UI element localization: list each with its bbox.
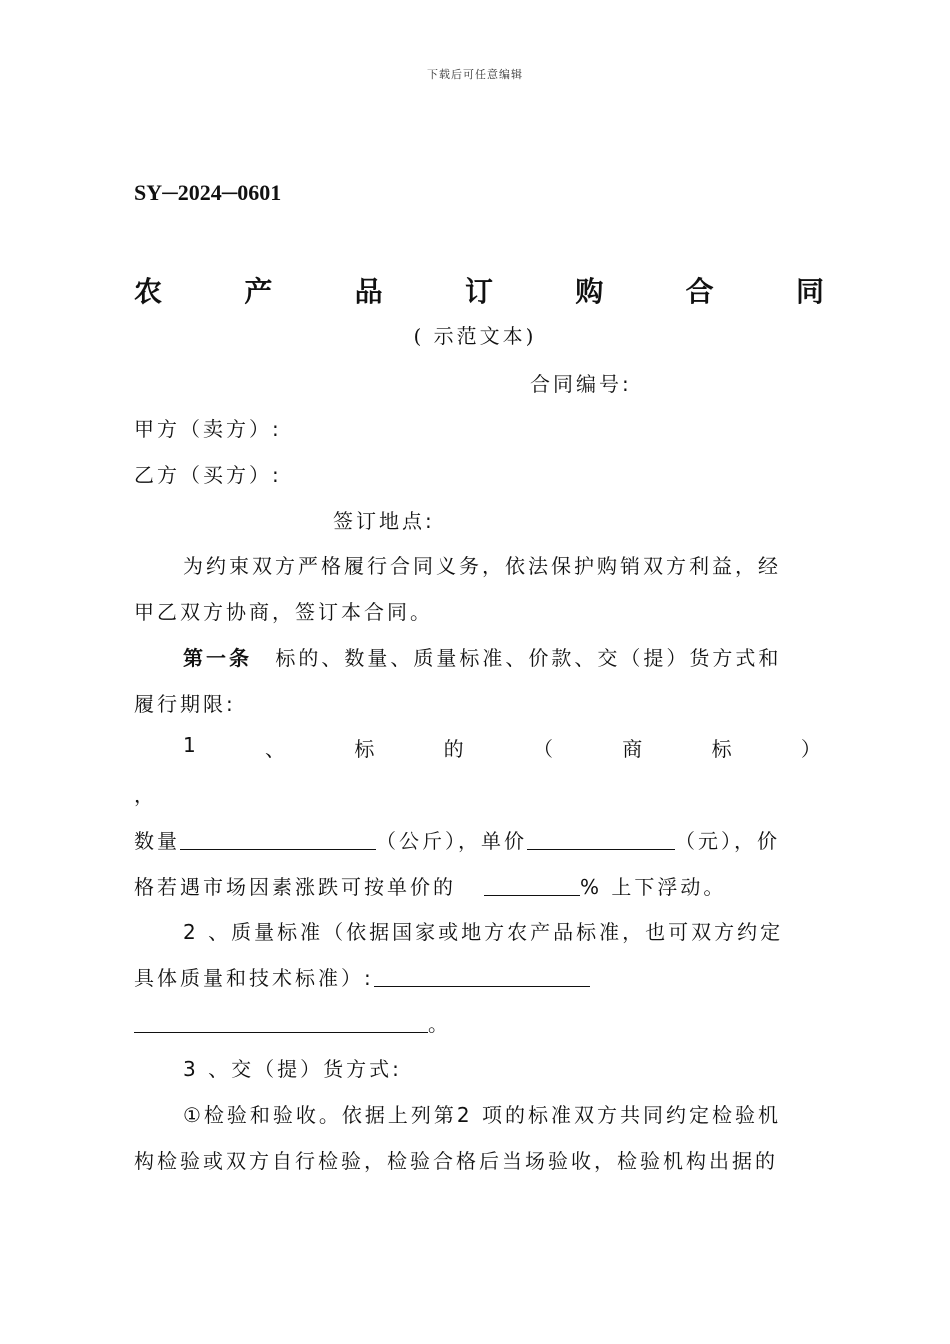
float-line [134, 871, 726, 900]
subtitle: ( 示范文本) [413, 324, 537, 348]
intro-line-1: 为约束双方严格履行合同义务，依法保护购销双方利益，经 [183, 554, 781, 578]
blank-period: 。 [428, 1012, 451, 1036]
price-unit: （元），价 [675, 829, 780, 853]
document-title [134, 270, 824, 310]
quantity-label: 数量 [134, 829, 180, 853]
quality-standard-continuation [134, 1008, 451, 1037]
title-char: 同 [795, 275, 824, 308]
intro-line-2: 甲乙双方协商，签订本合同。 [134, 600, 433, 624]
party-a-label: 甲方（卖方）: [134, 417, 282, 441]
quantity-blank[interactable] [180, 827, 376, 850]
party-b-label: 乙方（买方）: [134, 463, 282, 487]
article-1-label: 第一条 [183, 646, 252, 670]
item-1-part: 1 [183, 733, 199, 757]
document-code: SY─2024─0601 [134, 180, 282, 205]
header-note: 下载后可任意编辑 [427, 68, 523, 81]
article-1-continuation: 履行期限: [134, 692, 236, 716]
item-2-line-2 [134, 962, 590, 991]
title-char: 购 [575, 275, 604, 308]
article-1-text: 标的、数量、质量标准、价款、交（提）货方式和 [275, 646, 782, 670]
item-1-comma: ， [134, 783, 157, 807]
float-text: 格若遇市场因素涨跌可按单价的 [134, 875, 456, 899]
quantity-price-line [134, 825, 780, 854]
item-2-text: 具体质量和技术标准）: [134, 966, 374, 990]
title-char: 产 [244, 275, 273, 308]
sign-place-label: 签订地点: [333, 509, 435, 533]
item-1-part: 标 [711, 737, 735, 761]
item-1-part: 商 [622, 737, 646, 761]
title-char: 合 [685, 275, 714, 308]
title-char: 品 [354, 275, 383, 308]
item-1-part: （ [532, 737, 556, 761]
item-3-1-line-2: 构检验或双方自行检验，检验合格后当场验收，检验机构出据的 [134, 1149, 778, 1173]
quality-standard-blank[interactable] [374, 964, 590, 987]
item-1-part: 、 [265, 737, 289, 761]
title-char: 农 [134, 275, 163, 308]
item-1-part: 的 [443, 737, 467, 761]
article-1-heading [183, 642, 781, 671]
item-1-line [183, 733, 824, 762]
quantity-unit: （公斤），单价 [376, 829, 527, 853]
item-3-heading: 3 、交（提）货方式: [183, 1057, 402, 1081]
price-blank[interactable] [527, 827, 675, 850]
item-1-part: ） [800, 737, 824, 761]
float-percent-blank[interactable] [484, 873, 580, 896]
quality-standard-blank-2[interactable] [134, 1010, 428, 1033]
float-text-end: % 上下浮动。 [580, 875, 727, 899]
item-3-1-line-1: ①检验和验收。依据上列第2 项的标准双方共同约定检验机 [183, 1103, 782, 1127]
title-char: 订 [464, 275, 493, 308]
item-1-part: 标 [354, 737, 378, 761]
item-2-line-1: 2 、质量标准（依据国家或地方农产品标准，也可双方约定 [183, 920, 784, 944]
contract-number-label: 合同编号: [530, 372, 632, 396]
